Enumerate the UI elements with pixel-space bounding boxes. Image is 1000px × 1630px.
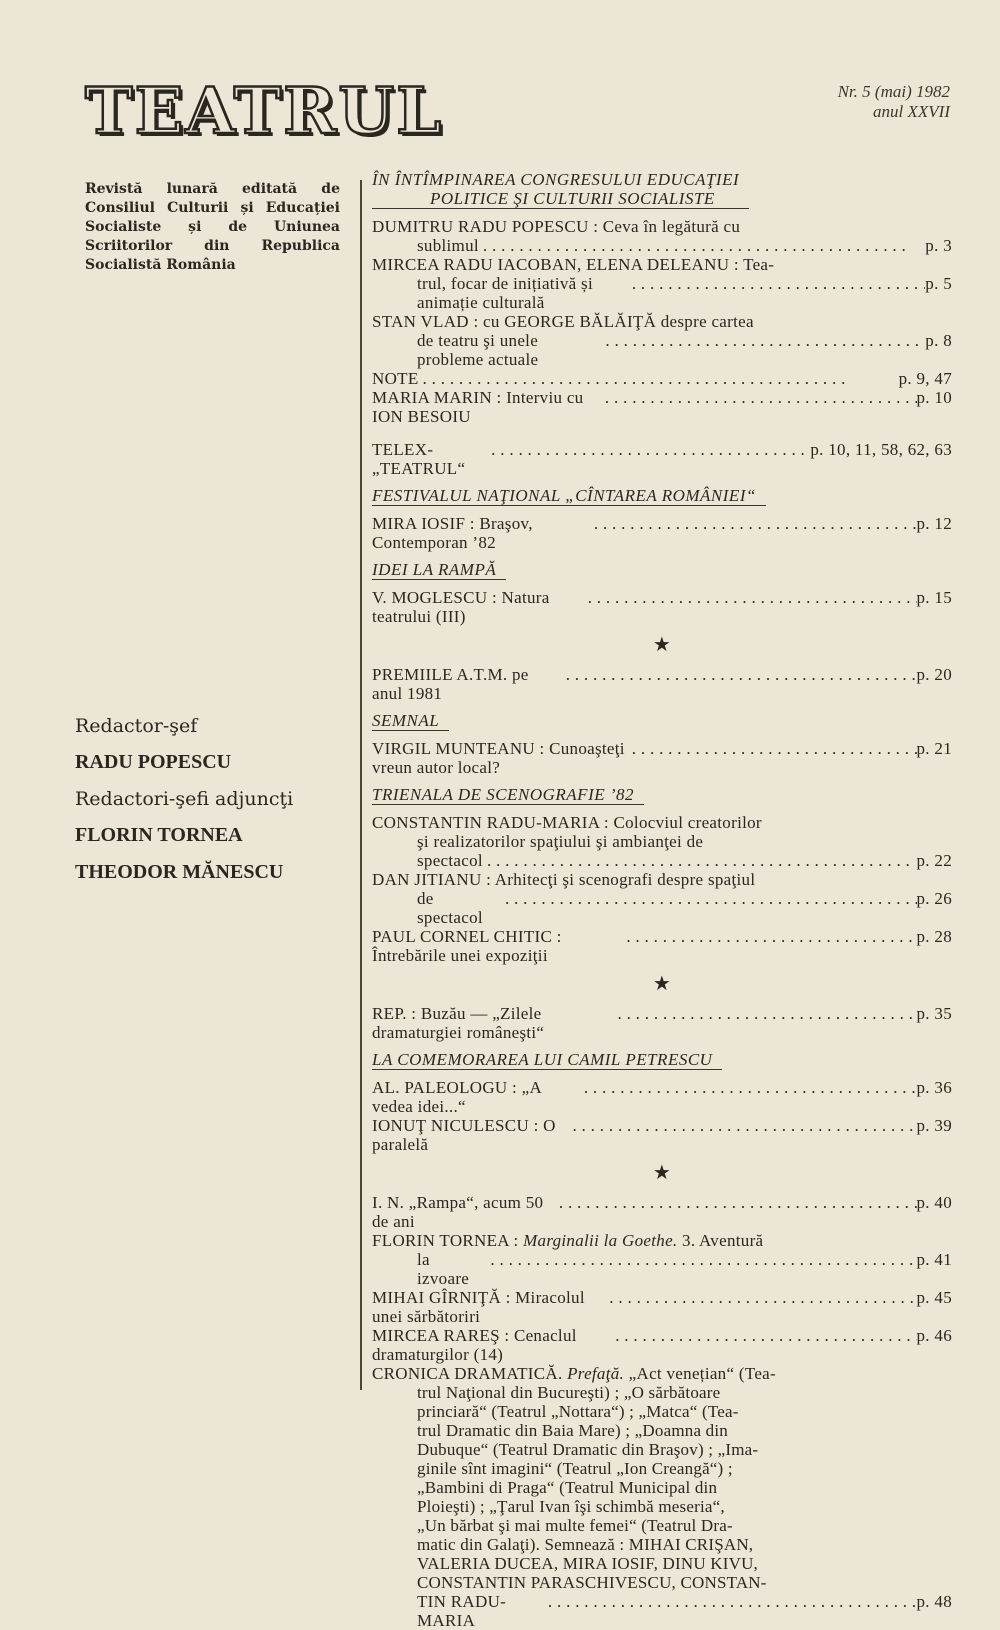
toc-entry-line: matic din Galaţi). Semnează : MIHAI CRIŞAN,: [417, 1535, 754, 1554]
toc-entry: IONUŢ NICULESCU : O paralelă . . . p. 39: [372, 1116, 952, 1154]
star-separator: ★: [652, 1162, 672, 1184]
deputy-editor-1: FLORIN TORNEA: [75, 824, 243, 846]
toc-entry: AL. PALEOLOGU : „A vedea idei...“ . . . p. 36: [372, 1078, 952, 1116]
column-divider: [360, 180, 362, 1390]
section-heading: FESTIVALUL NAŢIONAL „CÎNTAREA ROMÂNIEI“: [372, 486, 766, 506]
toc-entry: DUMITRU RADU POPESCU : Ceva în legătură cu: [372, 217, 741, 236]
toc-entry: şi realizatorilor spaţiului şi ambianţei de: [417, 832, 704, 851]
toc-entry: STAN VLAD : cu GEORGE BĂLĂIŢĂ despre cartea: [372, 312, 754, 331]
toc-entry-line: trul Naţional din Bucureşti) ; „O sărbătoare: [417, 1383, 721, 1402]
toc-entry-line: „Bambini di Praga“ (Teatrul Municipal din: [417, 1478, 718, 1497]
masthead-title: TEATRUL: [85, 74, 444, 149]
toc-entry: CONSTANTIN RADU-MARIA : Colocviul creatorilor: [372, 813, 762, 832]
toc-entry: sublimul . . . p. 3: [372, 236, 952, 255]
toc-entry-line: ginile sînt imagini“ (Teatrul „Ion Creangă“) ;: [417, 1459, 733, 1478]
toc-entry: PREMIILE A.T.M. pe anul 1981 . . . p. 20: [372, 665, 952, 703]
section-heading: IDEI LA RAMPĂ: [372, 560, 506, 580]
toc-entry: trul, focar de inițiativă și animație culturală . . . p. 5: [372, 274, 952, 312]
toc-entry: TIN RADU-MARIA . . . p. 48: [372, 1592, 952, 1630]
issue-year: anul XXVII: [873, 102, 950, 121]
section-heading: ÎN ÎNTÎMPINAREA CONGRESULUI EDUCAŢIEI POLITICE ŞI CULTURII SOCIALISTE: [372, 170, 749, 209]
publisher-note: Revistă lunară editată de Consiliul Culturii și Educației Socialiste și de Uniunea Scriitorilor din Republica Socialistă România: [85, 181, 340, 273]
star-separator: ★: [652, 973, 672, 995]
deputy-editor-2: THEODOR MĂNESCU: [75, 861, 284, 883]
toc-entry: FLORIN TORNEA : Marginalii la Goethe. 3. Aventură: [372, 1231, 764, 1250]
star-separator: ★: [652, 634, 672, 656]
toc-entry: PAUL CORNEL CHITIC : Întrebările unei expoziţii . . . p. 28: [372, 927, 952, 965]
toc-entry-line: CONSTANTIN PARASCHIVESCU, CONSTAN-: [417, 1573, 767, 1592]
toc-entry: DAN JITIANU : Arhitecţi şi scenografi despre spaţiul: [372, 870, 756, 889]
deputy-editors-label: Redactori-şefi adjuncţi: [75, 788, 294, 810]
section-heading: TRIENALA DE SCENOGRAFIE ’82: [372, 785, 644, 805]
issue-info: [810, 82, 950, 122]
toc-entry: de spectacol . . . p. 26: [372, 889, 952, 927]
section-heading: LA COMEMORAREA LUI CAMIL PETRESCU: [372, 1050, 722, 1070]
toc-entry: MIHAI GÎRNIŢĂ : Miracolul unei sărbătoriri . . . p. 45: [372, 1288, 952, 1326]
section-heading: SEMNAL: [372, 711, 449, 731]
toc-entry: CRONICA DRAMATICĂ. Prefaţă. „Act venețian“ (Tea-: [372, 1364, 776, 1383]
toc-entry: NOTE . . . p. 9, 47: [372, 369, 952, 388]
toc-entry: MIRCEA RADU IACOBAN, ELENA DELEANU : Tea-: [372, 255, 775, 274]
toc-entry: REP. : Buzău — „Zilele dramaturgiei româneşti“ . . . p. 35: [372, 1004, 952, 1042]
toc-entry-line: Ploieşti) ; „Ţarul Ivan îşi schimbă meseria“,: [417, 1497, 725, 1516]
toc-entry: TELEX-„TEATRUL“ . . . p. 10, 11, 58, 62, 63: [372, 440, 952, 478]
chief-editor-label: Redactor-şef: [75, 715, 198, 737]
toc-entry-line: princiară“ (Teatrul „Nottara“) ; „Matca“ (Tea-: [417, 1402, 739, 1421]
toc-entry-line: „Un bărbat şi mai multe femei“ (Teatrul Dra-: [417, 1516, 733, 1535]
editorial-board: [75, 715, 345, 898]
chief-editor-name: RADU POPESCU: [75, 751, 232, 773]
toc-entry: la izvoare . . . p. 41: [372, 1250, 952, 1288]
toc-entry: I. N. „Rampa“, acum 50 de ani . . . p. 40: [372, 1193, 952, 1231]
toc-entry: spectacol . . . p. 22: [372, 851, 952, 870]
issue-number: Nr. 5 (mai) 1982: [837, 82, 950, 101]
toc-entry: VIRGIL MUNTEANU : Cunoaşteţi vreun autor local? . . . p. 21: [372, 739, 952, 777]
toc-entry: de teatru şi unele probleme actuale . . . p. 8: [372, 331, 952, 369]
table-of-contents: [372, 170, 952, 1630]
toc-entry-line: VALERIA DUCEA, MIRA IOSIF, DINU KIVU,: [417, 1554, 759, 1573]
toc-entry: MIRA IOSIF : Braşov, Contemporan ’82 . . . p. 12: [372, 514, 952, 552]
toc-entry: MIRCEA RAREŞ : Cenaclul dramaturgilor (14) . . . p. 46: [372, 1326, 952, 1364]
toc-entry-line: trul Dramatic din Baia Mare) ; „Doamna din: [417, 1421, 728, 1440]
toc-entry-line: Dubuque“ (Teatrul Dramatic din Braşov) ; „Ima-: [417, 1440, 759, 1459]
toc-entry: V. MOGLESCU : Natura teatrului (III) . . . p. 15: [372, 588, 952, 626]
toc-entry: MARIA MARIN : Interviu cu ION BESOIU . . . p. 10: [372, 388, 952, 426]
